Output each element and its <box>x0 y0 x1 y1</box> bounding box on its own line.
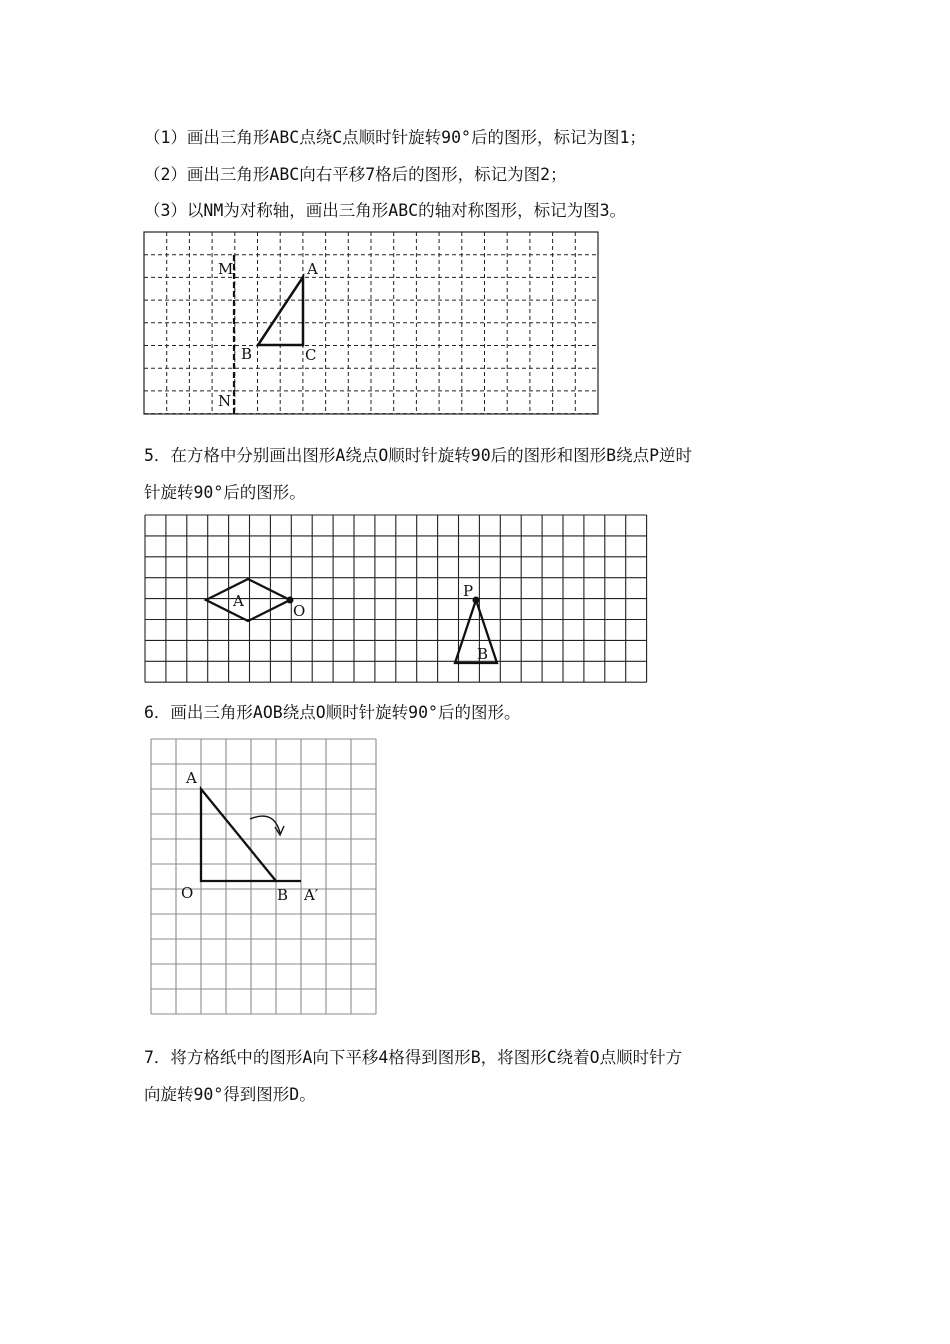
q4-line-1: （1）画出三角形ABC点绕C点顺时针旋转90°后的图形，标记为图1； <box>144 128 646 147</box>
point-p <box>473 597 480 604</box>
label-p: P <box>463 582 474 600</box>
shape-b-triangle <box>455 600 497 663</box>
q4-line-2: （2）画出三角形ABC向右平移7格后的图形，标记为图2； <box>144 165 567 184</box>
label-a: A <box>186 769 197 787</box>
q5-line-2: 针旋转90°后的图形。 <box>144 483 306 502</box>
q4-line-3: （3）以NM为对称轴，画出三角形ABC的轴对称图形，标记为图3。 <box>144 201 627 220</box>
grid-2-lines <box>145 515 647 682</box>
label-o: O <box>293 602 306 620</box>
grid-figure-2 <box>143 513 645 689</box>
grid-3-lines <box>151 739 376 1014</box>
grid-figure-3 <box>149 737 379 1027</box>
label-b: B <box>477 645 489 663</box>
label-c: C <box>305 346 317 364</box>
grid-1-lines <box>144 232 598 414</box>
label-a: A <box>307 260 318 278</box>
label-o: O <box>181 884 194 902</box>
q7-line-1: 7．将方格纸中的图形A向下平移4格得到图形B，将图形C绕着O点顺时针方 <box>144 1048 683 1067</box>
triangle-abc <box>258 277 303 345</box>
label-m: M <box>218 260 234 278</box>
grid-figure-1 <box>142 230 602 416</box>
label-n: N <box>218 392 232 410</box>
q7-line-2: 向旋转90°得到图形D。 <box>144 1085 316 1104</box>
shape-a-rhombus <box>206 579 290 621</box>
label-b: B <box>277 886 289 904</box>
label-a: A <box>233 592 244 610</box>
label-b: B <box>241 345 253 363</box>
label-a-prime: A′ <box>304 886 319 904</box>
q5-line-1: 5．在方格中分别画出图形A绕点O顺时针旋转90后的图形和图形B绕点P逆时 <box>144 446 693 465</box>
q6-line-1: 6．画出三角形AOB绕点O顺时针旋转90°后的图形。 <box>144 703 521 722</box>
triangle-aob <box>201 789 276 881</box>
